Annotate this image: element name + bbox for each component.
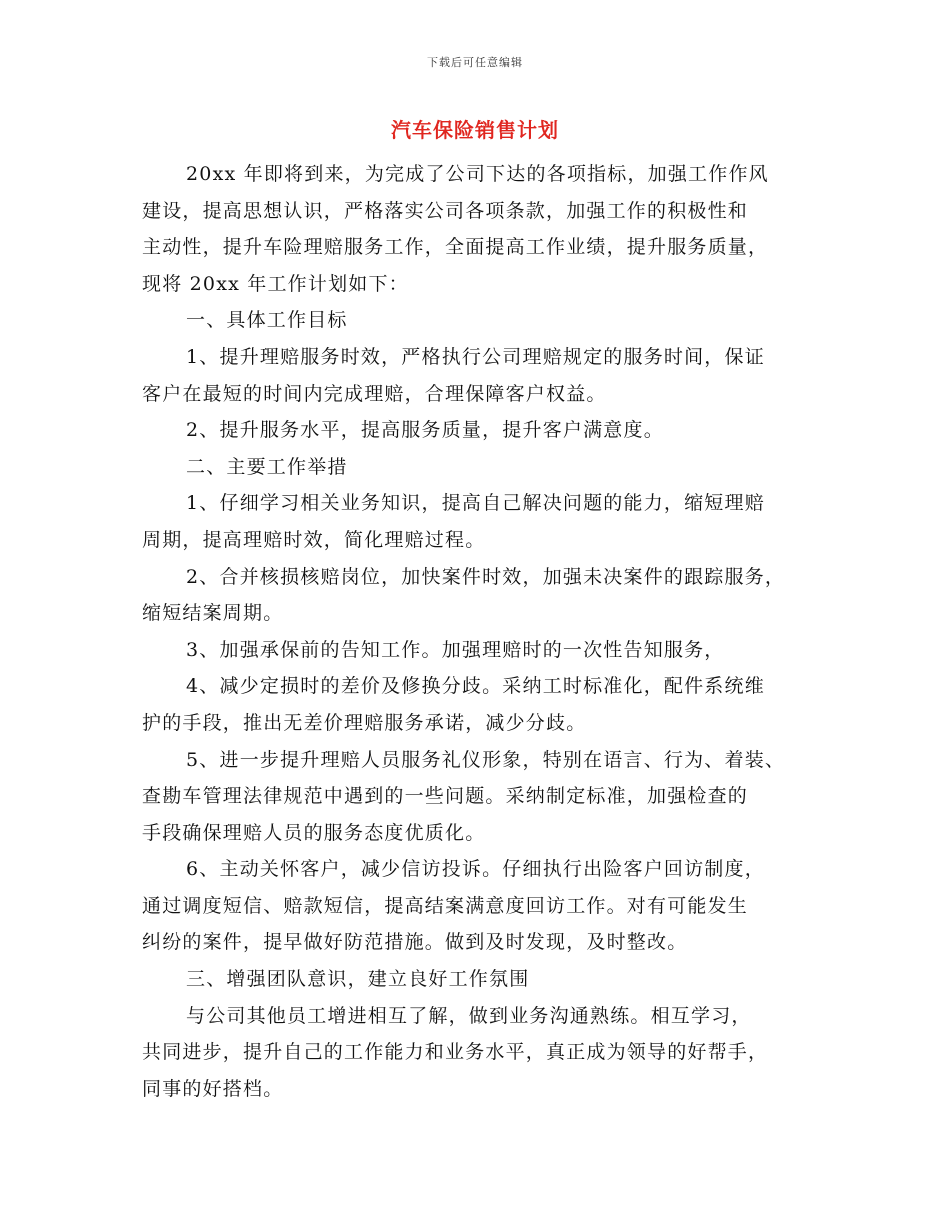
text-line: 1、提升理赔服务时效，严格执行公司理赔规定的服务时间，保证: [186, 345, 765, 368]
text-line: 5、进一步提升理赔人员服务礼仪形象，特别在语言、行为、着装、: [186, 748, 786, 771]
text-line: 主动性，提升车险理赔服务工作，全面提高工作业绩，提升服务质量，: [142, 236, 769, 259]
text-line: 周期，提高理赔时效，简化理赔过程。: [142, 528, 486, 551]
text-line: 4、减少定损时的差价及修换分歧。采纳工时标准化，配件系统维: [186, 675, 765, 698]
text-line: 同事的好搭档。: [142, 1077, 284, 1100]
page-header: 下载后可任意编辑: [427, 56, 523, 69]
text-line: 20xx 年即将到来，为完成了公司下达的各项指标，加强工作作风: [186, 163, 769, 185]
text-line: 二、主要工作举措: [186, 455, 348, 478]
text-line: 纠纷的案件，提早做好防范措施。做到及时发现，及时整改。: [142, 931, 688, 954]
text-line: 缩短结案周期。: [142, 602, 284, 625]
text-line: 6、主动关怀客户，减少信访投诉。仔细执行出险客户回访制度，: [186, 858, 765, 881]
text-line: 护的手段，推出无差价理赔服务承诺，减少分歧。: [142, 711, 587, 734]
text-line: 3、加强承保前的告知工作。加强理赔时的一次性告知服务，: [186, 638, 725, 661]
text-line: 共同进步，提升自己的工作能力和业务水平，真正成为领导的好帮手，: [142, 1041, 769, 1064]
text-line: 通过调度短信、赔款短信，提高结案满意度回访工作。对有可能发生: [142, 894, 749, 917]
text-line: 三、增强团队意识，建立良好工作氛围: [186, 968, 530, 991]
text-line: 现将 20xx 年工作计划如下：: [142, 272, 409, 295]
text-line: 与公司其他员工增进相互了解，做到业务沟通熟练。相互学习，: [186, 1004, 752, 1027]
text-line: 建设，提高思想认识，严格落实公司各项条款，加强工作的积极性和: [142, 199, 749, 222]
text-line: 查勘车管理法律规范中遇到的一些问题。采纳制定标准，加强检查的: [142, 785, 749, 808]
text-line: 2、提升服务水平，提高服务质量，提升客户满意度。: [186, 419, 664, 442]
text-line: 1、仔细学习相关业务知识，提高自己解决问题的能力，缩短理赔: [186, 492, 765, 515]
text-line: 手段确保理赔人员的服务态度优质化。: [142, 821, 486, 844]
document-title: 汽车保险销售计划: [391, 118, 559, 142]
text-line: 2、合并核损核赔岗位，加快案件时效，加强未决案件的跟踪服务，: [186, 565, 786, 588]
document-body: [142, 156, 824, 1107]
text-line: 一、具体工作目标: [186, 309, 348, 332]
text-line: 客户在最短的时间内完成理赔，合理保障客户权益。: [142, 382, 607, 405]
